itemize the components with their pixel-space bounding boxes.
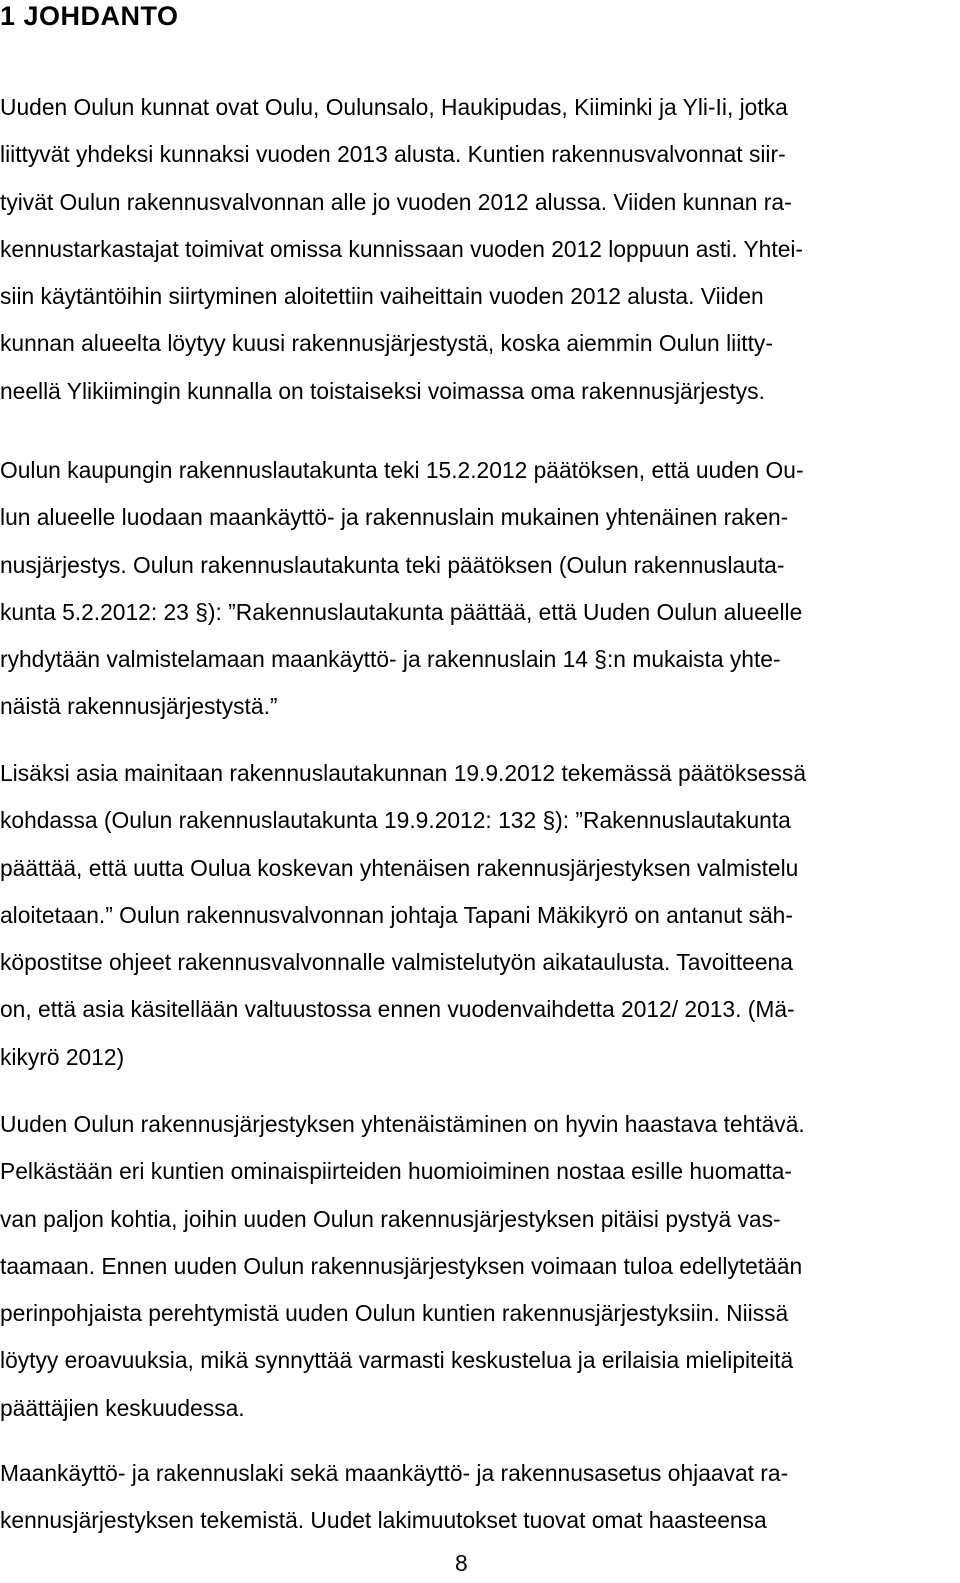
paragraph-1 — [0, 84, 960, 415]
text-line: perinpohjaista perehtymistä uuden Oulun kuntien rakennusjärjestyksiin. Niissä — [0, 1300, 789, 1327]
text-line: kohdassa (Oulun rakennuslautakunta 19.9.2012: 132 §): ”Rakennuslautakunta — [0, 807, 791, 834]
text-line: van paljon kohtia, joihin uuden Oulun rakennusjärjestyksen pitäisi pystyä vas- — [0, 1205, 781, 1232]
text-line: löytyy eroavuuksia, mikä synnyttää varmasti keskustelua ja erilaisia mielipiteitä — [0, 1347, 794, 1374]
text-line: kennusjärjestyksen tekemistä. Uudet lakimuutokset tuovat omat haasteensa — [0, 1507, 767, 1534]
text-line: nusjärjestys. Oulun rakennuslautakunta teki päätöksen (Oulun rakennuslauta- — [0, 551, 785, 578]
text-line: köpostitse ohjeet rakennusvalvonnalle valmistelutyön aikataulusta. Tavoitteena — [0, 949, 793, 976]
text-line: aloitetaan.” Oulun rakennusvalvonnan johtaja Tapani Mäkikyrö on antanut säh- — [0, 901, 793, 928]
chapter-heading: 1 JOHDANTO — [0, 1, 179, 31]
text-line: taamaan. Ennen uuden Oulun rakennusjärjestyksen voimaan tuloa edellytetään — [0, 1252, 803, 1279]
text-line: Uuden Oulun rakennusjärjestyksen yhtenäistäminen on hyvin haastava tehtävä. — [0, 1111, 805, 1137]
text-line: kennustarkastajat toimivat omissa kunnissaan vuoden 2012 loppuun asti. Yhtei- — [0, 235, 804, 262]
text-line: liittyvät yhdeksi kunnaksi vuoden 2013 alusta. Kuntien rakennusvalvonnat siir- — [0, 141, 786, 168]
text-line: kunta 5.2.2012: 23 §): ”Rakennuslautakunta päättää, että Uuden Oulun alueelle — [0, 598, 803, 625]
paragraph-3 — [0, 750, 960, 1081]
text-line: Uuden Oulun kunnat ovat Oulu, Oulunsalo, Haukipudas, Kiiminki ja Yli-Ii, jotka — [0, 94, 788, 120]
page-number: 8 — [455, 1550, 468, 1576]
text-line: on, että asia käsitellään valtuustossa ennen vuodenvaihdetta 2012/ 2013. (Mä- — [0, 996, 795, 1023]
paragraph-5 — [0, 1450, 960, 1545]
text-line: näistä rakennusjärjestystä.” — [0, 693, 278, 720]
text-line: Maankäyttö- ja rakennuslaki sekä maankäyttö- ja rakennusasetus ohjaavat ra- — [0, 1460, 789, 1486]
paragraph-2 — [0, 447, 960, 731]
text-line: päättäjien keskuudessa. — [0, 1394, 245, 1421]
text-line: lun alueelle luodaan maankäyttö- ja rakennuslain mukainen yhtenäinen raken- — [0, 504, 789, 531]
text-line: kunnan alueelta löytyy kuusi rakennusjärjestystä, koska aiemmin Oulun liitty- — [0, 330, 773, 357]
text-line: neellä Ylikiimingin kunnalla on toistaiseksi voimassa oma rakennusjärjestys. — [0, 377, 765, 404]
text-line: Oulun kaupungin rakennuslautakunta teki 15.2.2012 päätöksen, että uuden Ou- — [0, 457, 804, 483]
text-line: Lisäksi asia mainitaan rakennuslautakunnan 19.9.2012 tekemässä päätöksessä — [0, 760, 807, 786]
paragraph-4 — [0, 1101, 960, 1432]
text-line: kikyrö 2012) — [0, 1043, 125, 1070]
text-line: päättää, että uutta Oulua koskevan yhtenäisen rakennusjärjestyksen valmistelu — [0, 854, 799, 881]
text-line: Pelkästään eri kuntien ominaispiirteiden huomioiminen nostaa esille huomatta- — [0, 1158, 793, 1185]
text-line: siin käytäntöihin siirtyminen aloitettiin vaiheittain vuoden 2012 alusta. Viiden — [0, 283, 764, 310]
text-line: tyivät Oulun rakennusvalvonnan alle jo vuoden 2012 alussa. Viiden kunnan ra- — [0, 188, 792, 215]
text-line: ryhdytään valmistelamaan maankäyttö- ja rakennuslain 14 §:n mukaista yhte- — [0, 646, 781, 673]
